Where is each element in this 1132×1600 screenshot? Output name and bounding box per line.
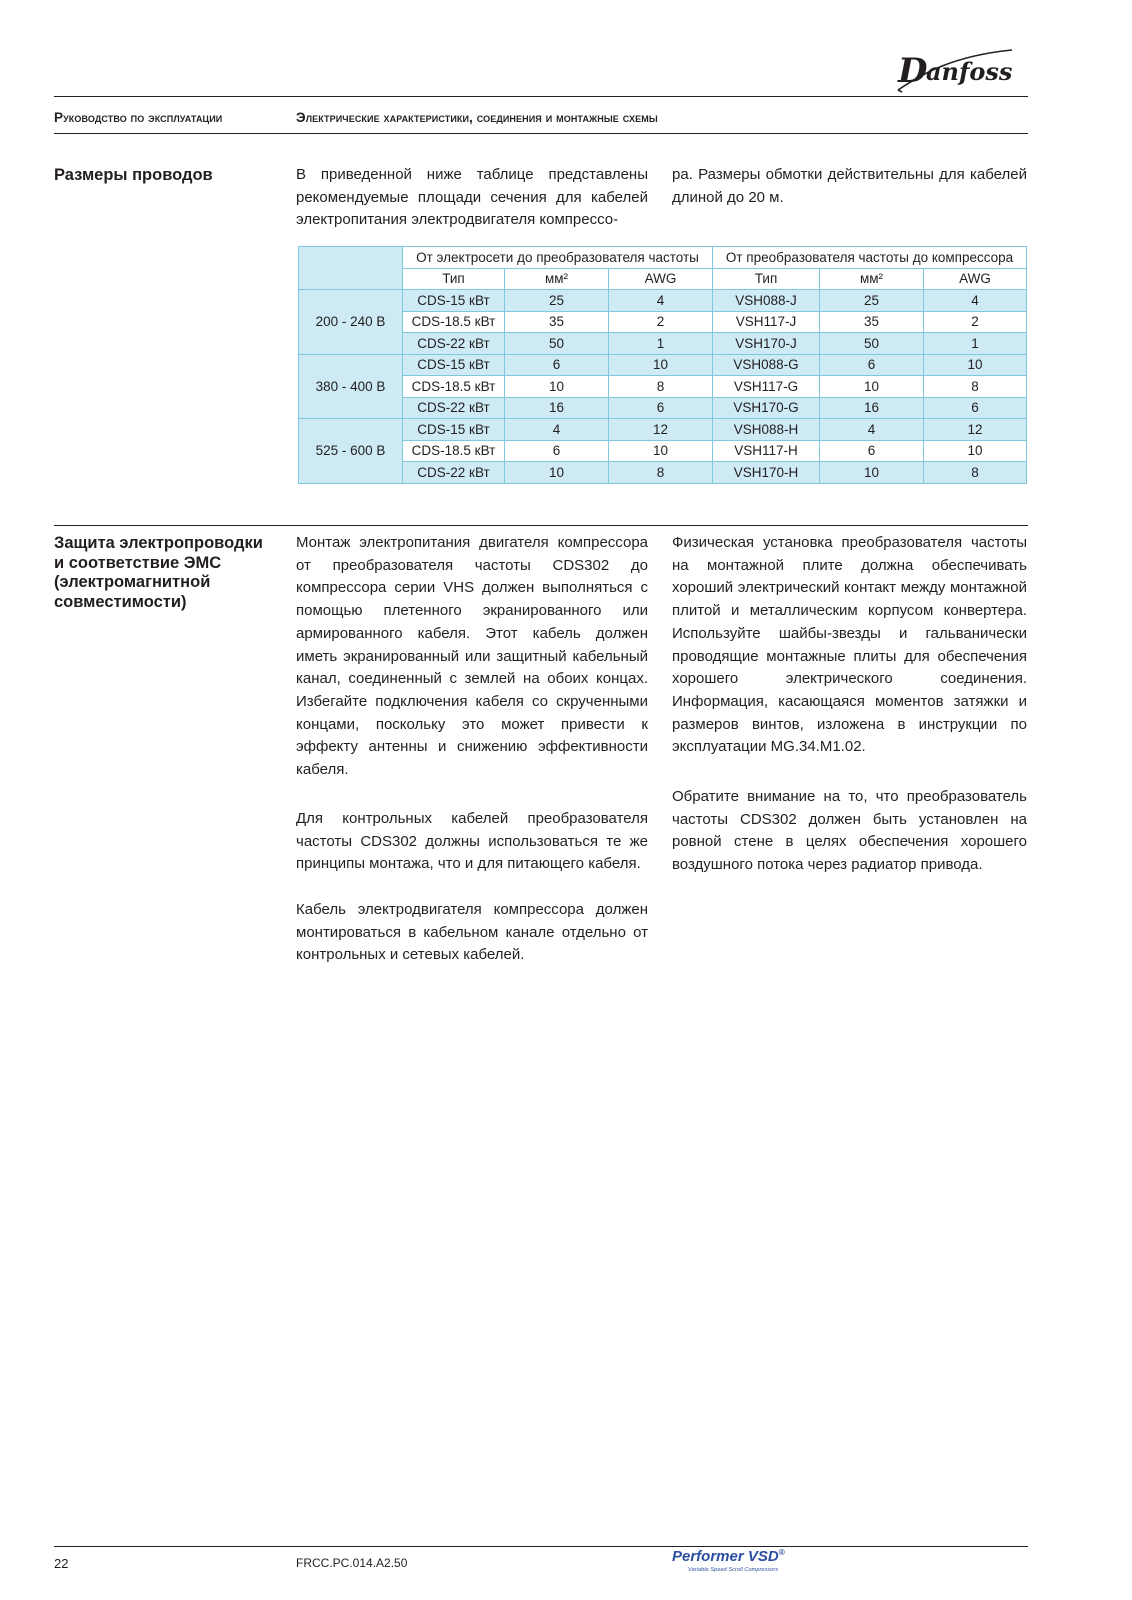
table-cell-comp: VSH170-J xyxy=(713,333,820,355)
table-cell-mm2: 16 xyxy=(820,397,924,419)
table-cell-drive: CDS-18.5 кВт xyxy=(403,376,505,398)
table-cell-drive: CDS-22 кВт xyxy=(403,333,505,355)
table-row xyxy=(299,354,1027,376)
table-cell-comp: VSH088-H xyxy=(713,419,820,441)
table-cell-awg2: 8 xyxy=(924,376,1027,398)
table-group-header: От преобразователя частоты до компрессора xyxy=(713,247,1027,269)
table-cell-mm1: 25 xyxy=(505,290,609,312)
table-cell-mm2: 10 xyxy=(820,462,924,484)
product-tagline: Variable Speed Scroll Compressors xyxy=(688,1567,779,1573)
document-code: FRCC.PC.014.A2.50 xyxy=(296,1556,408,1570)
wire-sizes-paragraph-col2: ра. Размеры обмотки действительны для кабелей длиной до 20 м. xyxy=(672,166,1027,206)
table-row xyxy=(299,376,1027,398)
table-column-header: AWG xyxy=(924,268,1027,290)
table-row xyxy=(299,419,1027,441)
emc-col2-paragraph-1: Физическая установка преобразователя частоты на монтажной плите должна обеспечивать хороший электрический контакт между монтажной плитой и металлическим корпусом конвертера. Используйте шайбы-звезды и гальванически проводящие монтажные плиты для обеспечения хорошего электрического соединения. Информация, касающаяся моментов затяжки и размеров винтов, изложена в инструкции по эксплуатации MG.34.M1.02. xyxy=(672,534,1027,756)
table-group-header: От электросети до преобразователя частоты xyxy=(403,247,713,269)
section-title-wire-sizes: Размеры проводов xyxy=(54,166,213,184)
table-cell-drive: CDS-15 кВт xyxy=(403,419,505,441)
table-cell-comp: VSH117-G xyxy=(713,376,820,398)
table-cell-awg2: 6 xyxy=(924,397,1027,419)
table-cell-awg2: 10 xyxy=(924,354,1027,376)
table-cell-drive: CDS-15 кВт xyxy=(403,290,505,312)
table-cell-mm2: 25 xyxy=(820,290,924,312)
table-cell-mm2: 4 xyxy=(820,419,924,441)
table-cell-mm1: 6 xyxy=(505,440,609,462)
table-column-header: Тип xyxy=(713,268,820,290)
table-cell-comp: VSH088-G xyxy=(713,354,820,376)
emc-col1-paragraph-2: Для контрольных кабелей преобразователя частоты CDS302 должны использоваться те же принципы монтажа, что и для питающего кабеля. xyxy=(296,810,648,873)
table-cell-mm1: 10 xyxy=(505,376,609,398)
footer-rule xyxy=(54,1546,1028,1547)
table-cell-comp: VSH117-H xyxy=(713,440,820,462)
table-cell-awg1: 2 xyxy=(609,311,713,333)
table-column-header: AWG xyxy=(609,268,713,290)
table-cell-awg1: 10 xyxy=(609,354,713,376)
header-doc-type: Руководство по эксплуатации xyxy=(54,110,223,125)
table-cell-drive: CDS-22 кВт xyxy=(403,462,505,484)
table-cell-awg2: 10 xyxy=(924,440,1027,462)
table-column-header: мм² xyxy=(820,268,924,290)
table-cell-drive: CDS-18.5 кВт xyxy=(403,440,505,462)
performer-vsd-logo xyxy=(672,1548,802,1582)
table-cell-mm1: 35 xyxy=(505,311,609,333)
table-corner-cell xyxy=(299,247,403,290)
table-cell-mm2: 6 xyxy=(820,354,924,376)
page-number: 22 xyxy=(54,1556,69,1571)
table-cell-mm2: 6 xyxy=(820,440,924,462)
svg-text:D: D xyxy=(898,51,928,91)
wire-sizes-paragraph-col1: В приведенной ниже таблице представлены рекомендуемые площади сечения для кабелей электропитания электродвигателя компрессо- xyxy=(296,166,648,229)
table-column-header: мм² xyxy=(505,268,609,290)
emc-col1-paragraph-3: Кабель электродвигателя компрессора должен монтироваться в кабельном канале отдельно от контрольных и сетевых кабелей. xyxy=(296,901,648,964)
table-cell-awg1: 10 xyxy=(609,440,713,462)
table-cell-mm1: 50 xyxy=(505,333,609,355)
table-cell-mm2: 35 xyxy=(820,311,924,333)
table-column-header: Тип xyxy=(403,268,505,290)
table-voltage-cell: 200 - 240 В xyxy=(299,290,403,355)
wire-size-table xyxy=(298,246,1027,484)
wire-size-table-body xyxy=(299,247,1027,484)
svg-text:anfoss: anfoss xyxy=(926,57,1013,86)
product-name: Performer VSD® xyxy=(672,1548,785,1565)
table-cell-mm2: 50 xyxy=(820,333,924,355)
table-cell-mm1: 6 xyxy=(505,354,609,376)
table-cell-comp: VSH170-G xyxy=(713,397,820,419)
table-cell-awg1: 12 xyxy=(609,419,713,441)
table-header-row-columns xyxy=(299,268,1027,290)
table-row xyxy=(299,397,1027,419)
emc-col1-paragraph-1: Монтаж электропитания двигателя компрессора от преобразователя частоты CDS302 до компрессора серии VHS должен выполняться с помощью плетенного экранированного или армированного кабеля. Этот кабель должен иметь экранированный или защитный кабельный канал, соединенный с землей на обоих концах. Избегайте подключения кабеля со скрученными концами, поскольку это может привести к эффекту антенны и снижению эффективности кабеля. xyxy=(296,534,648,779)
table-cell-awg1: 8 xyxy=(609,376,713,398)
table-row xyxy=(299,462,1027,484)
table-row xyxy=(299,290,1027,312)
table-cell-mm1: 4 xyxy=(505,419,609,441)
table-cell-awg1: 4 xyxy=(609,290,713,312)
table-cell-drive: CDS-18.5 кВт xyxy=(403,311,505,333)
table-row xyxy=(299,333,1027,355)
table-header-row-groups xyxy=(299,247,1027,269)
table-cell-comp: VSH170-H xyxy=(713,462,820,484)
table-cell-mm1: 16 xyxy=(505,397,609,419)
table-voltage-cell: 525 - 600 В xyxy=(299,419,403,484)
table-cell-comp: VSH088-J xyxy=(713,290,820,312)
table-cell-awg2: 8 xyxy=(924,462,1027,484)
table-cell-drive: CDS-15 кВт xyxy=(403,354,505,376)
table-cell-awg2: 2 xyxy=(924,311,1027,333)
header-bottom-rule xyxy=(54,133,1028,134)
table-cell-awg1: 6 xyxy=(609,397,713,419)
table-cell-awg2: 1 xyxy=(924,333,1027,355)
table-voltage-cell: 380 - 400 В xyxy=(299,354,403,419)
section2-top-rule xyxy=(54,525,1028,526)
section-title-emc-protection: Защита электропроводки и соответствие ЭМС (электромагнитной совместимости) xyxy=(54,534,263,611)
table-row xyxy=(299,311,1027,333)
emc-col2-paragraph-2: Обратите внимание на то, что преобразователь частоты CDS302 должен быть установлен на ровной стене в целях обеспечения хорошего воздушного потока через радиатор привода. xyxy=(672,788,1027,874)
table-cell-awg2: 4 xyxy=(924,290,1027,312)
header-top-rule xyxy=(54,96,1028,97)
table-cell-drive: CDS-22 кВт xyxy=(403,397,505,419)
table-cell-mm2: 10 xyxy=(820,376,924,398)
table-cell-awg1: 8 xyxy=(609,462,713,484)
header-chapter-title: Электрические характеристики, соединения и монтажные схемы xyxy=(296,110,658,125)
danfoss-logo xyxy=(892,44,1032,96)
table-cell-mm1: 10 xyxy=(505,462,609,484)
table-cell-awg2: 12 xyxy=(924,419,1027,441)
table-cell-comp: VSH117-J xyxy=(713,311,820,333)
table-row xyxy=(299,440,1027,462)
table-cell-awg1: 1 xyxy=(609,333,713,355)
